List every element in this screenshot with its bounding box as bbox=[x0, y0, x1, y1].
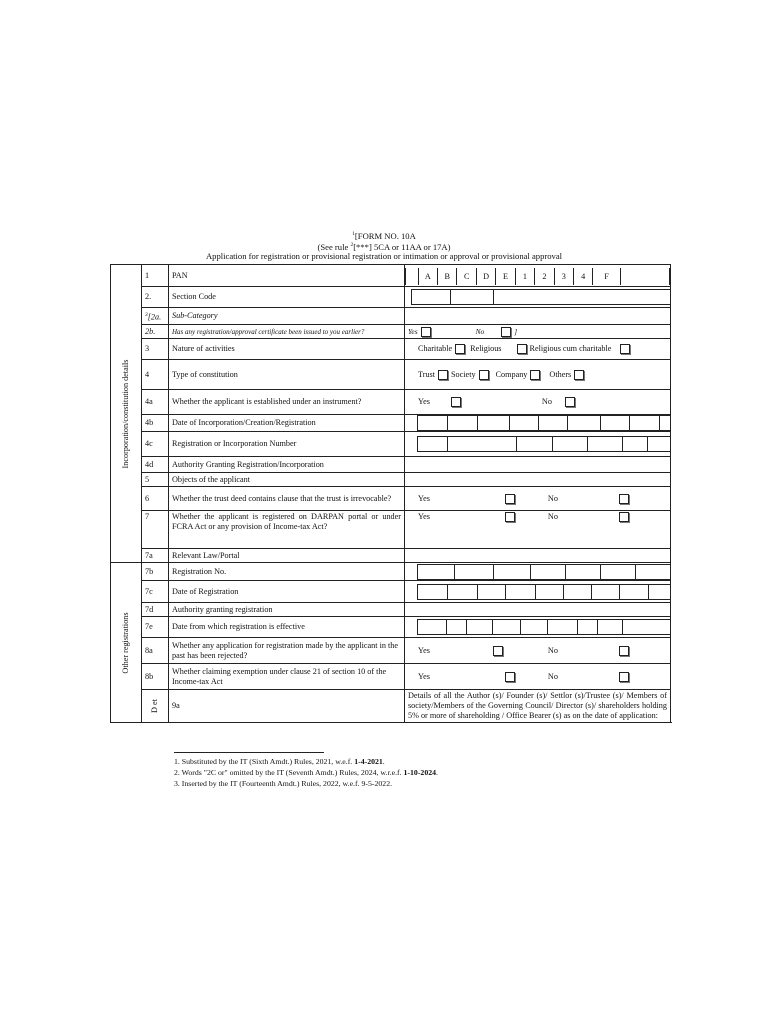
row-number: 7 bbox=[142, 511, 169, 549]
row-number: 7c bbox=[142, 581, 169, 603]
row-past-rejection bbox=[111, 638, 671, 664]
row-authority-granting-registration bbox=[111, 603, 671, 617]
date-of-registration-field[interactable] bbox=[405, 581, 671, 603]
yes-checkbox[interactable] bbox=[451, 397, 461, 407]
row-number: 2b. bbox=[142, 325, 169, 339]
pan-cell[interactable]: D bbox=[476, 268, 495, 285]
pan-cell[interactable] bbox=[620, 268, 670, 285]
no-checkbox[interactable] bbox=[619, 512, 629, 522]
trust-checkbox[interactable] bbox=[438, 370, 448, 380]
row-section-code bbox=[111, 287, 671, 308]
row-number: 7d bbox=[142, 603, 169, 617]
effective-date-field[interactable] bbox=[405, 617, 671, 638]
charitable-checkbox[interactable] bbox=[455, 344, 465, 354]
row-label: Whether claiming exemption under clause 21 of section 10 of the Income-tax Act bbox=[169, 664, 405, 690]
row-label: Date of Incorporation/Creation/Registration bbox=[169, 415, 405, 432]
row-authority-granting bbox=[111, 457, 671, 473]
row-pan bbox=[111, 265, 671, 287]
row-type-of-constitution bbox=[111, 360, 671, 390]
row-number: 7a bbox=[142, 549, 169, 563]
date-cells[interactable] bbox=[417, 584, 670, 600]
form-title: $^1$[FORM NO. 10A bbox=[352, 230, 416, 241]
no-checkbox[interactable] bbox=[565, 397, 575, 407]
registration-number-cells[interactable] bbox=[417, 436, 670, 452]
row-nature-of-activities bbox=[111, 339, 671, 360]
row-label: Whether the applicant is established under an instrument? bbox=[169, 390, 405, 415]
row-objects bbox=[111, 473, 671, 487]
company-checkbox[interactable] bbox=[530, 370, 540, 380]
row-label: Relevant Law/Portal bbox=[169, 549, 405, 563]
row-label: Authority Granting Registration/Incorporation bbox=[169, 457, 405, 473]
group-label-incorporation: Incorporation/constitution details bbox=[121, 359, 130, 468]
yes-checkbox[interactable] bbox=[493, 646, 503, 656]
pan-cell[interactable]: F bbox=[592, 268, 619, 285]
row-number: 5 bbox=[142, 473, 169, 487]
pan-cell[interactable]: 3 bbox=[554, 268, 573, 285]
religious-cum-charitable-checkbox[interactable] bbox=[620, 344, 630, 354]
row-date-of-incorporation bbox=[111, 415, 671, 432]
row-registration-number bbox=[111, 432, 671, 457]
exemption-options: Yes No bbox=[405, 664, 671, 690]
row-label: Whether the applicant is registered on DARPAN portal or under FCRA Act or any provision of Income-tax Act? bbox=[169, 511, 405, 549]
row-label: Has any registration/approval certificate been issued to you earlier? bbox=[169, 325, 405, 339]
row-established-under-instrument bbox=[111, 390, 671, 415]
pan-cell[interactable]: 4 bbox=[573, 268, 592, 285]
registration-number-field[interactable] bbox=[405, 432, 671, 457]
row-label: Date of Registration bbox=[169, 581, 405, 603]
row-label: Registration No. bbox=[169, 563, 405, 581]
yes-checkbox[interactable] bbox=[505, 494, 515, 504]
yes-checkbox[interactable] bbox=[505, 672, 515, 682]
row-date-of-registration bbox=[111, 581, 671, 603]
footnote-rule bbox=[174, 752, 324, 753]
pan-cell[interactable]: 2 bbox=[534, 268, 553, 285]
row-label: Date from which registration is effective bbox=[169, 617, 405, 638]
rule-reference: (See rule $^2$[***] 5CA or 11AA or 17A) bbox=[317, 241, 451, 252]
constitution-options: Trust Society Company Others bbox=[405, 360, 671, 390]
date-of-incorporation-field[interactable] bbox=[405, 415, 671, 432]
row-effective-date bbox=[111, 617, 671, 638]
authority-field[interactable] bbox=[405, 457, 671, 473]
input-cell[interactable] bbox=[411, 290, 450, 304]
pan-cell[interactable]: A bbox=[418, 268, 437, 285]
footnote-3: 3. Inserted by the IT (Fourteenth Amdt.) Rules, 2022, w.e.f. 9-5-2022. bbox=[174, 779, 393, 788]
row-relevant-law bbox=[111, 549, 671, 563]
registration-no-cells[interactable] bbox=[417, 564, 670, 580]
row-label: Sub-Category bbox=[169, 308, 405, 325]
row-earlier-certificate bbox=[111, 325, 671, 339]
pan-cell[interactable]: 1 bbox=[515, 268, 534, 285]
row-label: Whether any application for registration made by the applicant in the past has been rejected? bbox=[169, 638, 405, 664]
row-number: 9a bbox=[169, 690, 405, 723]
row-number: 8b bbox=[142, 664, 169, 690]
row-darpan bbox=[111, 511, 671, 549]
row-number: 8a bbox=[142, 638, 169, 664]
no-checkbox[interactable] bbox=[619, 646, 629, 656]
group-incorporation bbox=[111, 265, 142, 563]
footnotes bbox=[174, 752, 574, 789]
row-number: 2. bbox=[142, 287, 169, 308]
footnote-1: 1. Substituted by the IT (Sixth Amdt.) Rules, 2021, w.e.f. 1-4-2021. bbox=[174, 757, 385, 766]
row-number: 6 bbox=[142, 487, 169, 511]
pan-cell[interactable]: B bbox=[437, 268, 456, 285]
instrument-options: Yes No bbox=[405, 390, 671, 415]
row-number: $^3$[2a. bbox=[142, 308, 169, 325]
pan-cells[interactable] bbox=[405, 268, 670, 285]
section-code-field[interactable] bbox=[405, 287, 671, 308]
yes-checkbox[interactable] bbox=[505, 512, 515, 522]
pan-cell[interactable]: E bbox=[495, 268, 514, 285]
sub-category-field[interactable] bbox=[405, 308, 671, 325]
irrevocable-options: Yes No bbox=[405, 487, 671, 511]
row-label: Details of all the Author (s)/ Founder (s)/ Settlor (s)/Trustee (s)/ Members of society/Members of the Governing Council/ Director (s)/ shareholders holding 5% or more of shareholding / Office Bearer (s) as on the date of application: bbox=[405, 690, 671, 723]
group-label-other: Other registrations bbox=[121, 611, 130, 674]
row-label: Nature of activities bbox=[169, 339, 405, 360]
group-details bbox=[142, 690, 169, 723]
row-number: 4c bbox=[142, 432, 169, 457]
pan-field[interactable] bbox=[405, 265, 671, 287]
row-number: 1 bbox=[142, 265, 169, 287]
row-label: Type of constitution bbox=[169, 360, 405, 390]
row-sub-category bbox=[111, 308, 671, 325]
authority-registration-field[interactable] bbox=[405, 603, 671, 617]
row-author-details bbox=[111, 690, 671, 723]
pan-cell[interactable] bbox=[405, 268, 418, 285]
no-checkbox[interactable] bbox=[619, 672, 629, 682]
no-checkbox[interactable] bbox=[619, 494, 629, 504]
nature-options: Charitable Religious Religious cum charitable bbox=[405, 339, 671, 360]
row-irrevocable-clause bbox=[111, 487, 671, 511]
row-label: Registration or Incorporation Number bbox=[169, 432, 405, 457]
yes-checkbox[interactable] bbox=[421, 327, 431, 337]
input-cell[interactable] bbox=[450, 290, 494, 304]
row-number: 4b bbox=[142, 415, 169, 432]
row-number: 3 bbox=[142, 339, 169, 360]
application-title: Application for registration or provisional registration or intimation or approval or provisional approval bbox=[205, 251, 563, 261]
row-number: 7b bbox=[142, 563, 169, 581]
row-label: Authority granting registration bbox=[169, 603, 405, 617]
row-number: 4a bbox=[142, 390, 169, 415]
row-label: PAN bbox=[169, 265, 405, 287]
earlier-certificate-options: Yes No ] bbox=[405, 325, 671, 339]
row-clause-21-exemption bbox=[111, 664, 671, 690]
date-cells[interactable] bbox=[417, 415, 670, 431]
group-other-registrations bbox=[111, 563, 142, 723]
row-registration-no bbox=[111, 563, 671, 581]
row-label: Whether the trust deed contains clause that the trust is irrevocable? bbox=[169, 487, 405, 511]
darpan-options: Yes No bbox=[405, 511, 671, 549]
row-number: 4d bbox=[142, 457, 169, 473]
registration-no-field[interactable] bbox=[405, 563, 671, 581]
no-checkbox[interactable] bbox=[501, 327, 511, 337]
others-checkbox[interactable] bbox=[574, 370, 584, 380]
row-label: Section Code bbox=[169, 287, 405, 308]
objects-field[interactable] bbox=[405, 473, 671, 487]
religious-checkbox[interactable] bbox=[517, 344, 527, 354]
footnote-2: 2. Words "2C or" omitted by the IT (Seventh Amdt.) Rules, 2024, w.r.e.f. 1-10-2024. bbox=[174, 768, 438, 777]
row-number: 4 bbox=[142, 360, 169, 390]
group-label-details: D et bbox=[150, 699, 159, 713]
past-rejection-options: Yes No bbox=[405, 638, 671, 664]
form-table bbox=[110, 264, 671, 723]
society-checkbox[interactable] bbox=[479, 370, 489, 380]
pan-cell[interactable]: C bbox=[456, 268, 475, 285]
section-code-cells[interactable] bbox=[411, 289, 670, 305]
relevant-law-field[interactable] bbox=[405, 549, 671, 563]
row-number: 7e bbox=[142, 617, 169, 638]
row-label: Objects of the applicant bbox=[169, 473, 405, 487]
date-cells[interactable] bbox=[417, 619, 670, 635]
